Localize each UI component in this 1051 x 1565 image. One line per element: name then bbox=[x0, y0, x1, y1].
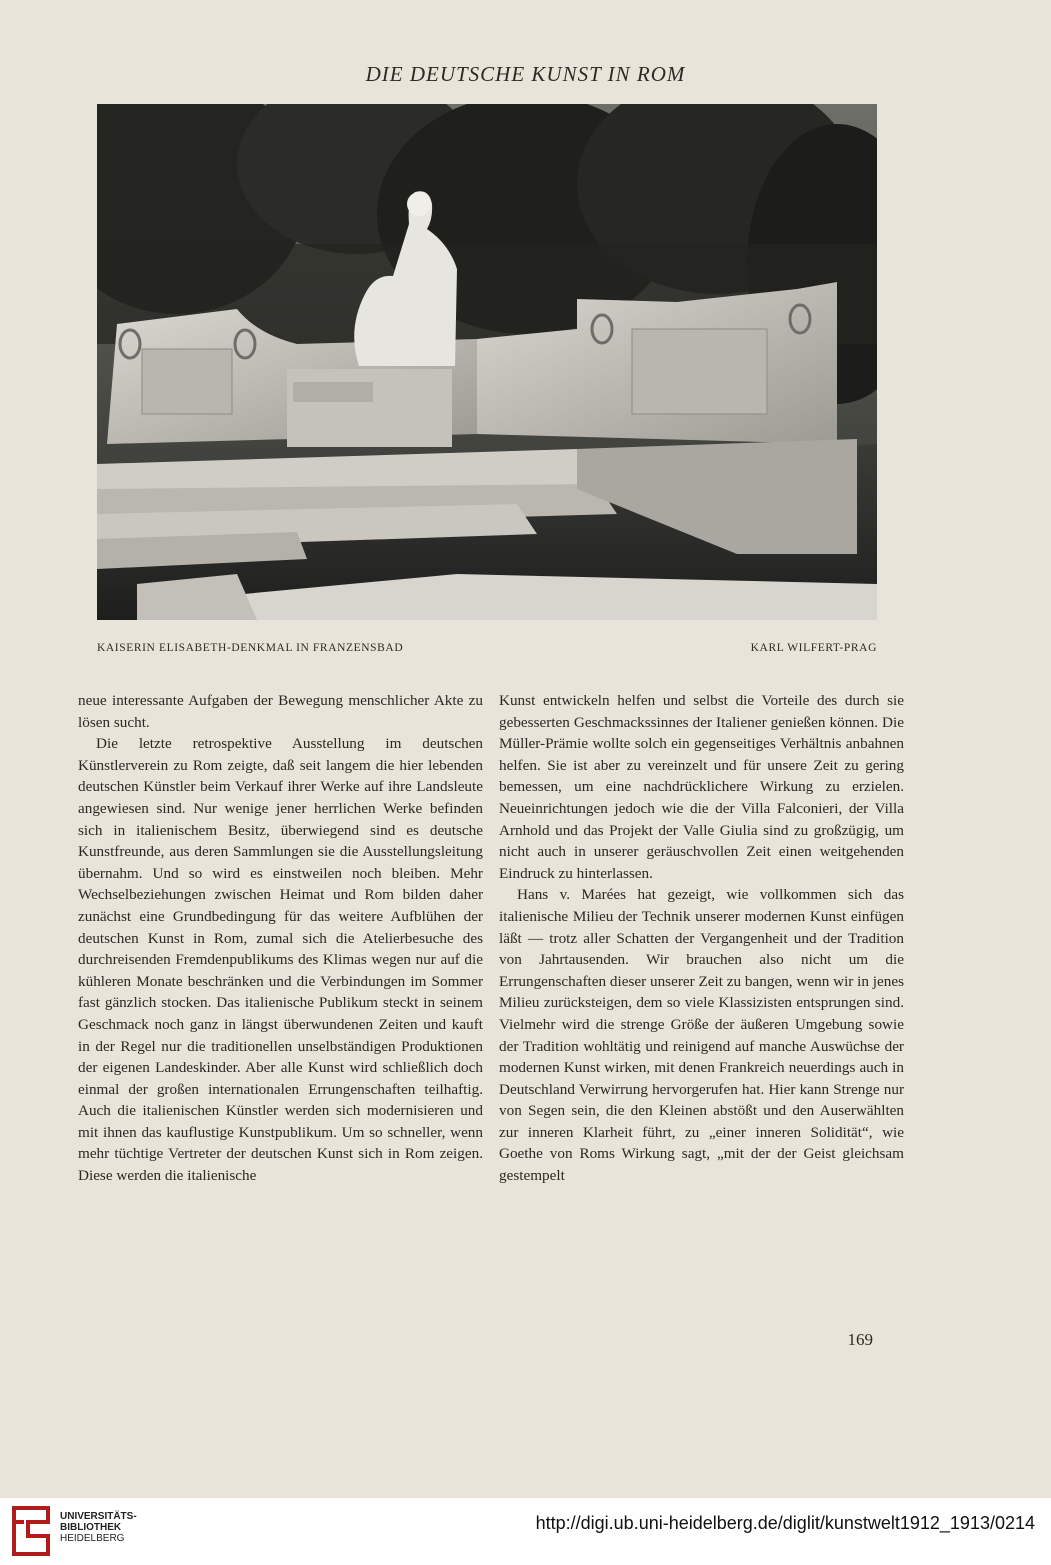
paragraph: Kunst entwickeln helfen und selbst die Vorteile des durch sie gebesserten Geschmackssinnes der Italiener genießen können. Die Müller-Prämie wollte solch ein gegenseitiges Verhältnis anbahnen helfen. Sie ist aber zu vereinzelt und für unsere Zeit zu gering bemessen, um eine nachdrücklichere Wirkung zu erzielen. Neueinrichtungen jedoch wie die der Villa Falconieri, der Villa Arnhold und das Projekt der Valle Giulia sind zu großzügig, um nicht auch in unserer geräuschvollen Zeit einen weitgehenden Eindruck zu hinterlassen. bbox=[499, 692, 904, 882]
figure-credit: KARL WILFERT-PRAG bbox=[750, 642, 877, 654]
monument-photo-illustration bbox=[97, 104, 877, 620]
library-name-line: BIBLIOTHEK bbox=[60, 1522, 122, 1533]
paragraph: Hans v. Marées hat gezeigt, wie vollkommen sich das italienische Milieu der Technik unserer modernen Kunst einfügen läßt — trotz aller Schatten der Vergangenheit und der Tradition von Jahrtausenden. Wir brauchen also nicht um die Errungenschaften dieser unserer Zeit zu bangen, wenn wir in jenes Milieu zurücksteigen, dem so viele Klassizisten entsprungen sind. Vielmehr wird die strenge Größe der äußeren Umgebung sowie der Tradition wohltätig und reinigend auf manche Auswüchse der modernen Kunst wirken, mit denen Frankreich neuerdings auch in Deutschland Verwirrung hervorgerufen hat. Hier kann Strenge nur von Segen sein, die den Kleinen abstößt und den Auserwählten zur inneren Klarheit führt, zu „einer inneren Solidität“, wie Goethe von Roms Wirkung sagt, „mit der der Geist gleichsam gestempelt bbox=[499, 886, 904, 1185]
library-name-line: HEIDELBERG bbox=[60, 1533, 125, 1544]
library-logo-icon bbox=[10, 1504, 52, 1558]
text-column-right bbox=[499, 690, 904, 1187]
paragraph: neue interessante Aufgaben der Bewegung menschlicher Akte zu lösen sucht. bbox=[78, 692, 483, 731]
library-name bbox=[60, 1511, 137, 1544]
paragraph: Die letzte retrospektive Ausstellung im deutschen Künstlerverein zu Rom zeigte, daß seit langem die hier lebenden deutschen Künstler beim Verkauf ihrer Werke auf ihre Landsleute angewiesen sind. Nur wenige jener herrlichen Werke befinden sich in italienischem Besitz, überwiegend sind es deutsche Kunstfreunde, aus deren Sammlungen sie die Ausstellungsleitung übernahm. Und so wird es einstweilen noch bleiben. Mehr Wechselbeziehungen zwischen Heimat und Rom bilden daher zunächst eine Grundbedingung für das weitere Aufblühen der deutschen Kunst in Rom, zumal sich die Atelierbesuche des durchreisenden Fremdenpublikums des Klimas wegen nur auf die kühleren Monate beschränken und die Verbindungen im Sommer fast gänzlich stocken. Das italienische Publikum steckt in seinem Geschmack noch ganz in längst überwundenen Zeiten und kauft in der Regel nur die traditionellen unselbständigen Produktionen der eigenen Landeskinder. Aber alle Kunst wird schließlich doch einmal der großen internationalen Errungenschaften teilhaftig. Auch die italienischen Künstler werden sich modernisieren und mit ihnen das kauflustige Kunstpublikum. Um so schneller, wenn mehr tüchtige Vertreter der deutschen Kunst sich in Rom zeigen. Diese werden die italienische bbox=[78, 735, 483, 1185]
footer-bar bbox=[0, 1498, 1051, 1565]
page-number: 169 bbox=[847, 1330, 873, 1349]
monument-photograph bbox=[97, 104, 877, 620]
running-title: DIE DEUTSCHE KUNST IN ROM bbox=[365, 62, 686, 86]
library-name-line: UNIVERSITÄTS- bbox=[60, 1511, 137, 1522]
figure-caption: KAISERIN ELISABETH-DENKMAL IN FRANZENSBAD bbox=[97, 642, 404, 654]
text-column-left bbox=[78, 690, 483, 1187]
source-url-link[interactable]: http://digi.ub.uni-heidelberg.de/diglit/kunstwelt1912_1913/0214 bbox=[535, 1513, 1035, 1533]
